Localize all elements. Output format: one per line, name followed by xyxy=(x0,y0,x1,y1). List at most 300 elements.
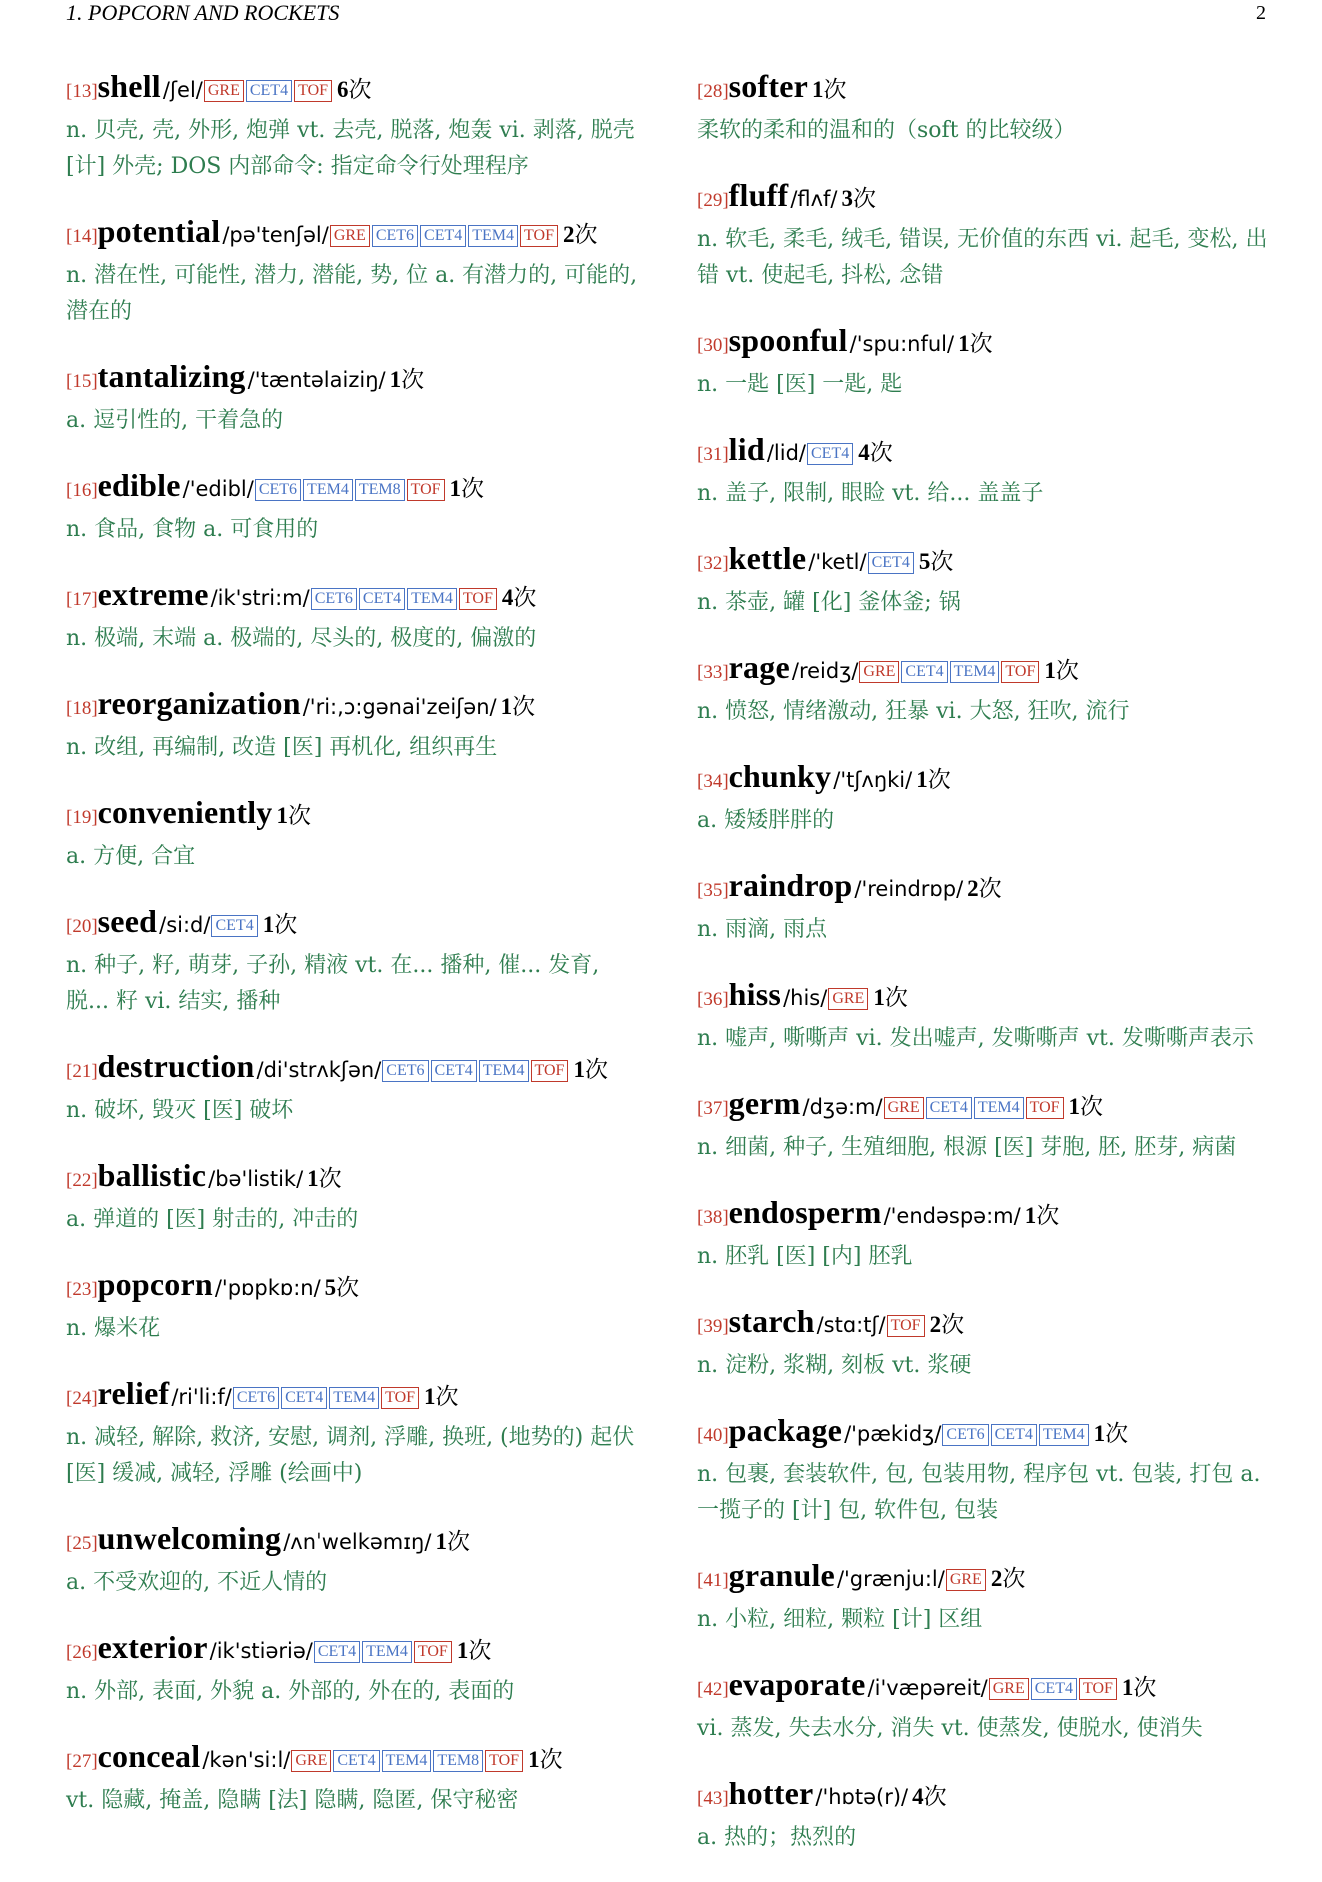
entry-head xyxy=(66,1736,646,1782)
exam-tag: CET6 xyxy=(372,225,418,247)
vocab-entry xyxy=(66,1046,646,1129)
exam-tag: TEM4 xyxy=(329,1387,379,1409)
exam-tag: GRE xyxy=(330,225,370,247)
count-number: 4 xyxy=(912,1784,924,1809)
count-unit: 次 xyxy=(336,1275,360,1301)
pronunciation: /ik'stri:m/ xyxy=(210,586,310,610)
headword: starch xyxy=(728,1303,815,1339)
exam-tag: TEM4 xyxy=(303,479,353,501)
vocab-entry xyxy=(697,1664,1277,1747)
exam-tag: CET6 xyxy=(942,1424,988,1446)
definition: n. 食品, 食物 a. 可食用的 xyxy=(66,517,319,542)
exam-tag: TEM4 xyxy=(950,661,1000,683)
exam-tag: CET4 xyxy=(314,1641,360,1663)
headword: lid xyxy=(728,431,765,467)
exam-tag: CET4 xyxy=(431,1060,477,1082)
count-unit: 次 xyxy=(401,367,425,393)
headword: unwelcoming xyxy=(97,1520,282,1556)
count-number: 5 xyxy=(324,1275,337,1300)
count-number: 1 xyxy=(873,985,885,1010)
vocab-entry xyxy=(66,1373,646,1492)
exam-tag: CET4 xyxy=(333,1750,379,1772)
pronunciation: /reidʒ/ xyxy=(791,659,859,683)
entry-head xyxy=(697,1773,1277,1819)
vocab-entry xyxy=(697,175,1277,294)
count-unit: 次 xyxy=(1055,658,1079,684)
entry-number: [13] xyxy=(66,81,98,102)
vocab-entry xyxy=(66,465,646,548)
exam-tag: CET4 xyxy=(991,1424,1037,1446)
count-number: 2 xyxy=(929,1312,942,1337)
exam-tag: TOF xyxy=(294,80,332,102)
occurrence-count xyxy=(263,912,298,938)
exam-tag: TEM4 xyxy=(468,225,518,247)
pronunciation: /ʌnˈwelkəmɪŋ/ xyxy=(283,1530,432,1554)
count-number: 1 xyxy=(1121,1675,1134,1700)
pronunciation: /si:d/ xyxy=(159,913,211,937)
occurrence-count xyxy=(390,367,425,393)
occurrence-count xyxy=(1044,658,1079,684)
pronunciation: /'ketl/ xyxy=(808,550,867,574)
occurrence-count xyxy=(991,1566,1026,1592)
entry-number: [23] xyxy=(66,1279,98,1300)
pronunciation: /'spu:nful/ xyxy=(849,332,955,356)
entry-number: [26] xyxy=(66,1642,98,1663)
entry-number: [25] xyxy=(66,1533,98,1554)
definition: n. 盖子, 限制, 眼睑 vt. 给... 盖盖子 xyxy=(697,481,1044,506)
exam-tag: CET4 xyxy=(868,552,914,574)
definition: n. 雨滴, 雨点 xyxy=(697,917,828,942)
definition: n. 爆米花 xyxy=(66,1316,161,1341)
vocab-entry xyxy=(66,356,646,439)
headword: rage xyxy=(728,649,790,685)
pronunciation: /'pækidʒ/ xyxy=(844,1422,942,1446)
entry-number: [20] xyxy=(66,916,98,937)
count-number: 1 xyxy=(500,694,513,719)
count-number: 2 xyxy=(967,876,979,901)
entry-number: [39] xyxy=(697,1316,729,1337)
vocab-entry xyxy=(66,1155,646,1238)
definition: a. 逗引性的, 干着急的 xyxy=(66,408,284,433)
occurrence-count xyxy=(325,1275,360,1301)
headword: popcorn xyxy=(97,1266,213,1302)
occurrence-count xyxy=(1025,1203,1060,1229)
entry-head xyxy=(66,1518,646,1564)
entry-head xyxy=(66,356,646,402)
entry-head xyxy=(697,175,1277,221)
left-column xyxy=(66,66,646,1845)
occurrence-count xyxy=(277,803,312,829)
vocab-entry xyxy=(66,1518,646,1601)
page-header xyxy=(66,0,1266,30)
count-unit: 次 xyxy=(274,912,298,938)
occurrence-count xyxy=(528,1747,563,1773)
pronunciation: /lid/ xyxy=(766,441,806,465)
definition: n. 破坏, 毁灭 [医] 破坏 xyxy=(66,1098,294,1123)
occurrence-count xyxy=(967,876,1002,902)
exam-tag: CET4 xyxy=(901,661,947,683)
count-number: 1 xyxy=(812,77,824,102)
count-number: 1 xyxy=(573,1057,585,1082)
definition: n. 嘘声, 嘶嘶声 vi. 发出嘘声, 发嘶嘶声 vt. 发嘶嘶声表示 xyxy=(697,1026,1254,1051)
count-number: 1 xyxy=(435,1529,447,1554)
definition: n. 茶壶, 罐 [化] 釜体釜; 锅 xyxy=(697,590,961,615)
exam-tag: TOF xyxy=(459,588,497,610)
headword: fluff xyxy=(728,177,789,213)
count-number: 6 xyxy=(337,77,349,102)
headword: destruction xyxy=(97,1048,255,1084)
entry-head xyxy=(697,1410,1277,1456)
entry-number: [18] xyxy=(66,698,98,719)
definition: vi. 蒸发, 失去水分, 消失 vt. 使蒸发, 使脱水, 使消失 xyxy=(697,1716,1203,1741)
headword: conveniently xyxy=(97,794,273,830)
occurrence-count xyxy=(1069,1094,1104,1120)
vocab-entry xyxy=(697,865,1277,948)
count-unit: 次 xyxy=(1002,1566,1026,1592)
count-number: 2 xyxy=(990,1566,1003,1591)
exam-tag: CET6 xyxy=(311,588,357,610)
entry-number: [31] xyxy=(697,444,729,465)
headword: spoonful xyxy=(728,322,848,358)
entry-number: [38] xyxy=(697,1207,729,1228)
pronunciation: /'pɒpkɒ:n/ xyxy=(214,1276,321,1300)
entry-number: [34] xyxy=(697,771,729,792)
definition: n. 一匙 [医] 一匙, 匙 xyxy=(697,372,903,397)
exam-tag: CET4 xyxy=(807,443,853,465)
pronunciation: /'endəspə:m/ xyxy=(883,1204,1021,1228)
exam-tag: GRE xyxy=(946,1569,986,1591)
occurrence-count xyxy=(812,77,847,103)
occurrence-count xyxy=(501,694,536,720)
count-unit: 次 xyxy=(513,585,537,611)
vocab-entry xyxy=(697,1192,1277,1275)
vocab-entry xyxy=(697,320,1277,403)
entry-number: [32] xyxy=(697,553,729,574)
headword: shell xyxy=(97,68,161,104)
exam-tag: CET4 xyxy=(359,588,405,610)
exam-tag: TEM4 xyxy=(362,1641,412,1663)
exam-tag: TEM4 xyxy=(974,1097,1024,1119)
count-number: 3 xyxy=(841,186,854,211)
exam-tag: TOF xyxy=(520,225,558,247)
entry-head xyxy=(697,1301,1277,1347)
entry-head xyxy=(697,538,1277,584)
count-unit: 次 xyxy=(923,1784,947,1810)
count-unit: 次 xyxy=(512,694,536,720)
count-unit: 次 xyxy=(288,803,311,829)
entry-head xyxy=(66,792,646,838)
pronunciation: /ik'stiəriə/ xyxy=(209,1639,313,1663)
vocab-entry xyxy=(66,1627,646,1710)
exam-tag: CET4 xyxy=(246,80,292,102)
entry-number: [40] xyxy=(697,1425,729,1446)
count-number: 1 xyxy=(276,803,288,828)
headword: hiss xyxy=(728,976,782,1012)
headword: raindrop xyxy=(728,867,853,903)
count-unit: 次 xyxy=(884,985,908,1011)
pronunciation: /his/ xyxy=(783,986,828,1010)
vocab-entry xyxy=(697,974,1277,1057)
count-unit: 次 xyxy=(446,1529,470,1555)
occurrence-count xyxy=(919,549,954,575)
headword: granule xyxy=(728,1557,835,1593)
pronunciation: /'hɒtə(r)/ xyxy=(815,1785,909,1809)
count-unit: 次 xyxy=(941,1312,965,1338)
count-number: 4 xyxy=(858,440,870,465)
occurrence-count xyxy=(424,1384,459,1410)
headword: extreme xyxy=(97,576,209,612)
count-number: 1 xyxy=(1093,1421,1106,1446)
chapter-title: 1. POPCORN AND ROCKETS xyxy=(66,0,340,25)
count-unit: 次 xyxy=(348,77,372,103)
entry-number: [16] xyxy=(66,480,98,501)
exam-tag: TEM4 xyxy=(407,588,457,610)
count-number: 1 xyxy=(307,1166,319,1191)
vocab-entry xyxy=(697,429,1277,512)
entry-head xyxy=(697,756,1277,802)
definition: n. 减轻, 解除, 救济, 安慰, 调剂, 浮雕, 换班, (地势的) 起伏 [医] 缓减, 减轻, 浮雕 (绘画中) xyxy=(66,1425,635,1486)
exam-tag: CET6 xyxy=(382,1060,428,1082)
exam-tag: TEM4 xyxy=(1039,1424,1089,1446)
page-number: 2 xyxy=(1256,2,1266,24)
vocab-entry xyxy=(697,756,1277,839)
occurrence-count xyxy=(573,1057,608,1083)
headword: tantalizing xyxy=(97,358,246,394)
headword: edible xyxy=(97,467,181,503)
entry-head xyxy=(697,865,1277,911)
exam-tag: CET6 xyxy=(233,1387,279,1409)
vocab-entry xyxy=(66,683,646,766)
exam-tag: TOF xyxy=(407,479,445,501)
occurrence-count xyxy=(450,476,485,502)
vocab-entry xyxy=(697,1773,1277,1856)
count-unit: 次 xyxy=(574,222,598,248)
definition: a. 热的；热烈的 xyxy=(697,1825,857,1850)
occurrence-count xyxy=(916,767,951,793)
exam-tag: TOF xyxy=(414,1641,452,1663)
count-number: 1 xyxy=(389,367,402,392)
definition: a. 矮矮胖胖的 xyxy=(697,808,835,833)
definition: a. 弹道的 [医] 射击的, 冲击的 xyxy=(66,1207,359,1232)
vocab-entry xyxy=(66,792,646,875)
count-unit: 次 xyxy=(318,1166,342,1192)
definition: a. 不受欢迎的, 不近人情的 xyxy=(66,1570,328,1595)
entry-head xyxy=(66,1373,646,1419)
count-unit: 次 xyxy=(930,549,954,575)
definition: n. 外部, 表面, 外貌 a. 外部的, 外在的, 表面的 xyxy=(66,1679,515,1704)
pronunciation: /'grænju:l/ xyxy=(836,1567,945,1591)
entry-number: [35] xyxy=(697,880,729,901)
definition: 柔软的柔和的温和的（soft 的比较级） xyxy=(697,118,1076,143)
definition: n. 潜在性, 可能性, 潜力, 潜能, 势, 位 a. 有潜力的, 可能的, 潜在的 xyxy=(66,263,638,324)
definition: n. 贝壳, 壳, 外形, 炮弹 vt. 去壳, 脱落, 炮轰 vi. 剥落, 脱壳 [计] 外壳; DOS 内部命令: 指定命令行处理程序 xyxy=(66,118,635,179)
exam-tag: CET6 xyxy=(255,479,301,501)
entry-number: [43] xyxy=(697,1788,729,1809)
occurrence-count xyxy=(337,77,372,103)
headword: evaporate xyxy=(728,1666,866,1702)
count-number: 1 xyxy=(456,1638,469,1663)
definition: n. 小粒, 细粒, 颗粒 [计] 区组 xyxy=(697,1607,983,1632)
entry-number: [29] xyxy=(697,190,729,211)
headword: package xyxy=(728,1412,843,1448)
pronunciation: /'reindrɒp/ xyxy=(854,877,964,901)
occurrence-count xyxy=(912,1784,947,1810)
occurrence-count xyxy=(858,440,893,466)
occurrence-count xyxy=(958,331,993,357)
exam-tag: GRE xyxy=(884,1097,924,1119)
entry-number: [27] xyxy=(66,1751,98,1772)
exam-tag: GRE xyxy=(828,988,868,1010)
pronunciation: /'tʃʌŋki/ xyxy=(833,768,913,792)
definition: n. 软毛, 柔毛, 绒毛, 错误, 无价值的东西 vi. 起毛, 变松, 出错 vt. 使起毛, 抖松, 念错 xyxy=(697,227,1268,288)
exam-tag: TOF xyxy=(485,1750,523,1772)
vocab-entry xyxy=(697,1410,1277,1529)
entry-number: [22] xyxy=(66,1170,98,1191)
entry-number: [42] xyxy=(697,1679,729,1700)
occurrence-count xyxy=(873,985,908,1011)
count-number: 4 xyxy=(501,585,514,610)
headword: germ xyxy=(728,1085,801,1121)
entry-number: [17] xyxy=(66,589,98,610)
occurrence-count xyxy=(307,1166,342,1192)
definition: n. 细菌, 种子, 生殖细胞, 根源 [医] 芽胞, 胚, 胚芽, 病菌 xyxy=(697,1135,1237,1160)
count-number: 1 xyxy=(528,1747,540,1772)
pronunciation: /i'væpəreit/ xyxy=(867,1676,988,1700)
vocab-entry xyxy=(697,66,1277,149)
entry-number: [21] xyxy=(66,1061,98,1082)
entry-head xyxy=(697,1192,1277,1238)
definition: n. 愤怒, 情绪激动, 狂暴 vi. 大怒, 狂吹, 流行 xyxy=(697,699,1130,724)
vocab-entry xyxy=(66,66,646,185)
right-column xyxy=(697,66,1277,1882)
entry-number: [33] xyxy=(697,662,729,683)
occurrence-count xyxy=(1122,1675,1157,1701)
entry-number: [15] xyxy=(66,371,98,392)
count-unit: 次 xyxy=(584,1057,608,1083)
definition: n. 极端, 末端 a. 极端的, 尽头的, 极度的, 偏激的 xyxy=(66,626,537,651)
pronunciation: /'edibl/ xyxy=(182,477,254,501)
exam-tag: CET4 xyxy=(1031,1678,1077,1700)
headword: endosperm xyxy=(728,1194,882,1230)
entry-head xyxy=(66,211,646,257)
occurrence-count xyxy=(435,1529,470,1555)
entry-head xyxy=(697,647,1277,693)
headword: ballistic xyxy=(97,1157,207,1193)
headword: relief xyxy=(97,1375,170,1411)
entry-number: [24] xyxy=(66,1388,98,1409)
vocab-entry xyxy=(66,574,646,657)
count-number: 1 xyxy=(958,331,970,356)
entry-number: [19] xyxy=(66,807,98,828)
occurrence-count xyxy=(502,585,537,611)
entry-head xyxy=(66,1046,646,1092)
vocab-entry xyxy=(697,538,1277,621)
occurrence-count xyxy=(842,186,877,212)
count-unit: 次 xyxy=(823,77,847,103)
occurrence-count xyxy=(457,1638,492,1664)
exam-tag: TOF xyxy=(1026,1097,1064,1119)
vocab-entry xyxy=(66,1736,646,1819)
exam-tag: GRE xyxy=(204,80,244,102)
exam-tag: CET4 xyxy=(281,1387,327,1409)
count-unit: 次 xyxy=(539,1747,563,1773)
vocab-entry xyxy=(66,1264,646,1347)
definition: n. 种子, 籽, 萌芽, 子孙, 精液 vt. 在... 播种, 催... 发育, 脱... 籽 vi. 结实, 播种 xyxy=(66,953,600,1014)
exam-tag: GRE xyxy=(291,1750,331,1772)
entry-number: [37] xyxy=(697,1098,729,1119)
definition: n. 包裹, 套装软件, 包, 包装用物, 程序包 vt. 包装, 打包 a. 一揽子的 [计] 包, 软件包, 包装 xyxy=(697,1462,1261,1523)
entry-head xyxy=(66,574,646,620)
count-unit: 次 xyxy=(1105,1421,1129,1447)
count-unit: 次 xyxy=(1080,1094,1104,1120)
exam-tag: CET4 xyxy=(926,1097,972,1119)
pronunciation: /'tæntəlaiziŋ/ xyxy=(247,368,386,392)
exam-tag: GRE xyxy=(989,1678,1029,1700)
pronunciation: /stɑ:tʃ/ xyxy=(816,1313,886,1337)
exam-tag: TOF xyxy=(1001,661,1039,683)
entry-head xyxy=(697,429,1277,475)
exam-tag: TEM4 xyxy=(382,1750,432,1772)
vocab-entry xyxy=(697,1301,1277,1384)
count-unit: 次 xyxy=(969,331,993,357)
definition: n. 胚乳 [医] [内] 胚乳 xyxy=(697,1244,913,1269)
entry-head xyxy=(697,320,1277,366)
exam-tag: TOF xyxy=(887,1315,925,1337)
entry-head xyxy=(66,1627,646,1673)
count-number: 2 xyxy=(562,222,575,247)
pronunciation: /di'strʌkʃən/ xyxy=(256,1058,382,1082)
headword: chunky xyxy=(728,758,832,794)
count-number: 1 xyxy=(424,1384,436,1409)
count-number: 1 xyxy=(449,476,462,501)
count-number: 1 xyxy=(1068,1094,1081,1119)
definition: vt. 隐藏, 掩盖, 隐瞒 [法] 隐瞒, 隐匿, 保守秘密 xyxy=(66,1788,519,1813)
count-number: 1 xyxy=(1044,658,1056,683)
pronunciation: /dʒə:m/ xyxy=(802,1095,883,1119)
occurrence-count xyxy=(1094,1421,1129,1447)
vocab-entry xyxy=(697,647,1277,730)
definition: n. 淀粉, 浆糊, 刻板 vt. 浆硬 xyxy=(697,1353,972,1378)
count-number: 5 xyxy=(918,549,931,574)
definition: n. 改组, 再编制, 改造 [医] 再机化, 组织再生 xyxy=(66,735,498,760)
exam-tag: TOF xyxy=(381,1387,419,1409)
entry-number: [14] xyxy=(66,226,98,247)
pronunciation: /'ri:,ɔ:gənai'zeiʃən/ xyxy=(302,695,497,719)
entry-head xyxy=(66,683,646,729)
exam-tag: CET4 xyxy=(211,915,257,937)
vocab-entry xyxy=(66,211,646,330)
vocab-entry xyxy=(66,901,646,1020)
count-unit: 次 xyxy=(927,767,951,793)
exam-tag: TOF xyxy=(1079,1678,1117,1700)
count-number: 1 xyxy=(1024,1203,1037,1228)
entry-number: [36] xyxy=(697,989,729,1010)
pronunciation: /ʃel/ xyxy=(162,78,203,102)
headword: potential xyxy=(97,213,221,249)
entry-head xyxy=(697,1083,1277,1129)
entry-number: [41] xyxy=(697,1570,729,1591)
count-unit: 次 xyxy=(853,186,877,212)
entry-head xyxy=(66,901,646,947)
count-unit: 次 xyxy=(1036,1203,1060,1229)
vocab-entry xyxy=(697,1083,1277,1166)
headword: softer xyxy=(728,68,809,104)
headword: hotter xyxy=(728,1775,814,1811)
pronunciation: /bə'listik/ xyxy=(208,1167,304,1191)
entry-head xyxy=(66,465,646,511)
count-unit: 次 xyxy=(869,440,893,466)
occurrence-count xyxy=(563,222,598,248)
